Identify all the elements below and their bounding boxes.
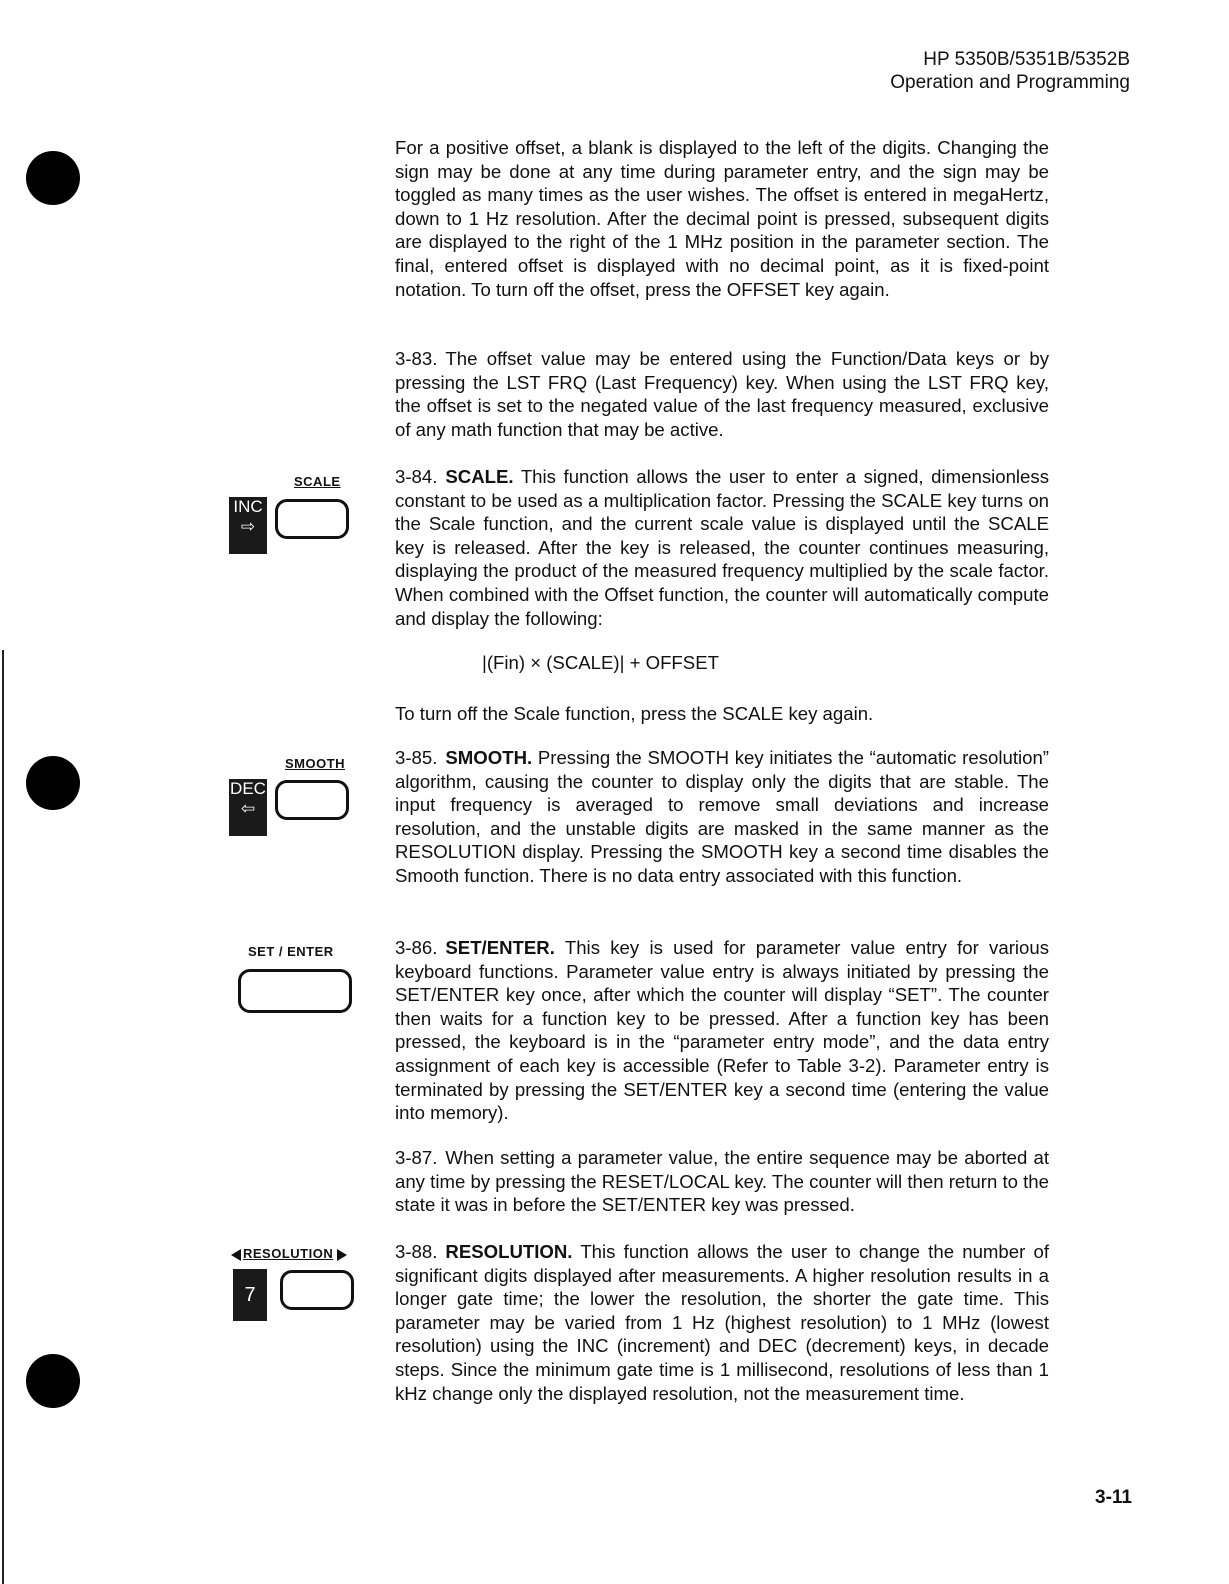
- margin-line: [2, 650, 4, 1584]
- dec-arrow-icon: ⇦: [240, 799, 256, 818]
- paragraph-title: SMOOTH.: [445, 747, 533, 768]
- paragraph-number: 3-85.: [395, 747, 438, 768]
- smooth-key-label: SMOOTH: [285, 756, 346, 771]
- paragraph-text: The offset value may be entered using the Function/Data keys or by pressing the LST FRQ (Last Frequency) key. When using the LST FRQ key, the offset is set to the negated value of the last frequency measured, exclusive of any math function that may be active.: [395, 348, 1049, 440]
- paragraph-title: SCALE.: [445, 466, 514, 487]
- scale-key-label: SCALE: [294, 474, 341, 489]
- digit-7-shift-tab: [233, 1269, 267, 1321]
- digit-7-label: 7: [244, 1284, 256, 1306]
- binding-hole: [26, 151, 80, 205]
- paragraph-number: 3-87.: [395, 1147, 438, 1168]
- paragraph-text: Pressing the SMOOTH key initiates the “automatic resolution” algorithm, causing the counter to display only the digits that are stable. The input frequency is averaged to remove small deviations and increase resolution, and the unstable digits are masked in the same manner as the RESOLUTION display. Pressing the SMOOTH key a second time disables the Smooth function. There is no data entry associated with this function.: [395, 747, 1049, 886]
- page-header: [890, 48, 1130, 94]
- inc-shift-label: INC: [233, 497, 263, 516]
- paragraph-3-83: [395, 347, 1049, 441]
- paragraph-3-88: [395, 1240, 1049, 1405]
- set-enter-key-label: SET / ENTER: [248, 944, 334, 959]
- binding-hole: [26, 756, 80, 810]
- paragraph-offset: For a positive offset, a blank is displayed to the left of the digits. Changing the sign may be done at any time during parameter entry, and the sign may be toggled as many times as the user wishes. The offset is entered in megaHertz, down to 1 Hz resolution. After the decimal point is pressed, subsequent digits are displayed to the right of the 1 MHz position in the parameter section. The final, entered offset is displayed with no decimal point, as it is fixed-point notation. To turn off the offset, press the OFFSET key again.: [395, 137, 1049, 300]
- inc-shift-tab: [229, 497, 267, 554]
- header-section: Operation and Programming: [890, 72, 1130, 93]
- paragraph-number: 3-83.: [395, 348, 438, 369]
- page-number: 3-11: [1095, 1487, 1132, 1508]
- scale-key-button[interactable]: [275, 499, 349, 539]
- smooth-key-button[interactable]: [275, 780, 349, 820]
- paragraph-scale-off: To turn off the Scale function, press the SCALE key again.: [395, 703, 874, 724]
- binding-hole: [26, 1354, 80, 1408]
- paragraph-3-84: [395, 465, 1049, 630]
- paragraph-3-87: [395, 1146, 1049, 1217]
- paragraph-text: This function allows the user to enter a signed, dimensionless constant to be used as a multiplication factor. Pressing the SCALE key turns on the Scale function, and the current scale value is displayed until the SCALE key is released. After the key is released, the counter continues measuring, displaying the product of the measured frequency multiplied by the scale factor. When combined with the Offset function, the counter will automatically compute and display the following:: [395, 466, 1049, 629]
- paragraph-3-85: [395, 746, 1049, 888]
- dec-shift-tab: [229, 779, 267, 836]
- resolution-key-label-row: [231, 1246, 347, 1261]
- left-arrow-icon: [231, 1249, 241, 1261]
- paragraph-number: 3-86.: [395, 937, 438, 958]
- dec-shift-label: DEC: [230, 779, 266, 798]
- resolution-key-button[interactable]: [280, 1270, 354, 1310]
- paragraph-title: RESOLUTION.: [445, 1241, 573, 1262]
- header-model: HP 5350B/5351B/5352B: [923, 49, 1130, 70]
- inc-arrow-icon: ⇨: [240, 517, 256, 536]
- paragraph-title: SET/ENTER.: [445, 937, 555, 958]
- paragraph-number: 3-84.: [395, 466, 438, 487]
- paragraph-text: This function allows the user to change the number of significant digits displayed after measurements. A higher resolution results in a longer gate time; the lower the resolution, the shorter the gate time. This parameter may be varied from 1 Hz (highest resolution) to 1 MHz (lowest resolution) using the INC (increment) and DEC (decrement) keys, in decade steps. Since the minimum gate time is 1 millisecond, resolutions of less than 1 kHz change only the displayed resolution, not the measurement time.: [395, 1241, 1049, 1404]
- resolution-key-label: RESOLUTION: [243, 1246, 334, 1261]
- paragraph-number: 3-88.: [395, 1241, 438, 1262]
- paragraph-text: This key is used for parameter value entry for various keyboard functions. Parameter value entry is always initiated by pressing the SET/ENTER key once, after which the counter will display “SET”. The counter then waits for a function key to be pressed. After a function key has been pressed, the keyboard is in the “parameter entry mode”, and the data entry assignment of each key is accessible (Refer to Table 3-2). Parameter entry is terminated by pressing the SET/ENTER key a second time (entering the value into memory).: [395, 937, 1049, 1124]
- set-enter-key-button[interactable]: [238, 969, 352, 1013]
- paragraph-3-86: [395, 936, 1049, 1125]
- paragraph-text: When setting a parameter value, the entire sequence may be aborted at any time by pressing the RESET/LOCAL key. The counter will then return to the state it was in before the SET/ENTER key was pressed.: [395, 1147, 1049, 1216]
- right-arrow-icon: [337, 1249, 347, 1261]
- scale-formula: |(Fin) × (SCALE)| + OFFSET: [482, 652, 719, 673]
